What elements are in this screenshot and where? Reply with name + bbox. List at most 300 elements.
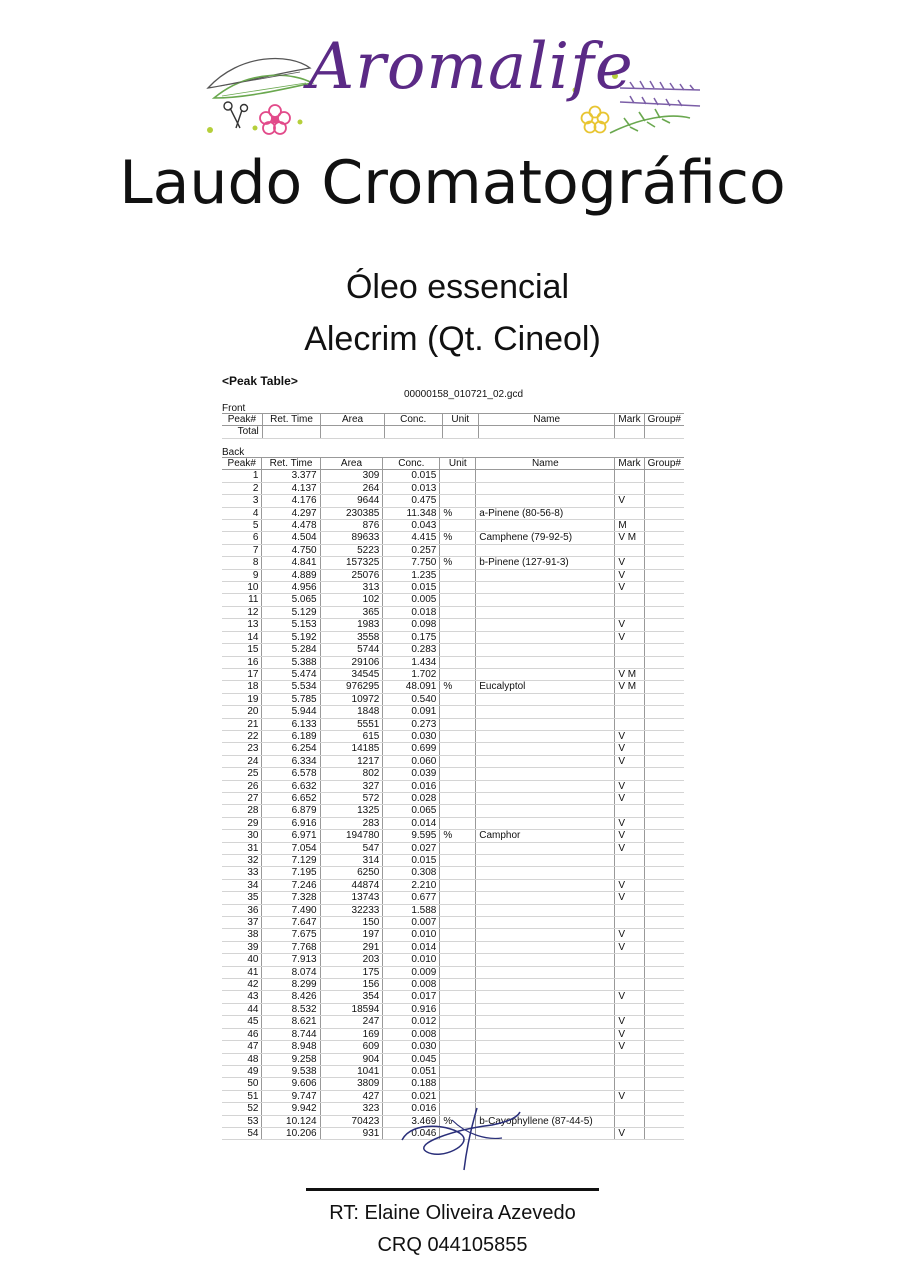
cell-name	[476, 582, 615, 594]
cell-group	[644, 879, 684, 891]
cell-area: 247	[320, 1016, 383, 1028]
cell-name	[476, 842, 615, 854]
cell-unit	[440, 892, 476, 904]
cell-group	[644, 842, 684, 854]
cell-mark	[615, 904, 644, 916]
cell-rt: 5.534	[262, 681, 320, 693]
cell-area: 230385	[320, 507, 383, 519]
front-total-row	[222, 426, 684, 438]
cell-mark: V	[615, 631, 644, 643]
cell-mark	[615, 1115, 644, 1127]
cell-peak: 40	[222, 954, 262, 966]
cell-area: 175	[320, 966, 383, 978]
cell-peak: 45	[222, 1016, 262, 1028]
cell-conc: 0.015	[383, 855, 440, 867]
cell-area: 29106	[320, 656, 383, 668]
cell-rt: 8.299	[262, 979, 320, 991]
signature-icon	[392, 1100, 532, 1178]
table-row	[222, 817, 684, 829]
cell-mark	[615, 594, 644, 606]
cell-group	[644, 792, 684, 804]
cell-area: 609	[320, 1041, 383, 1053]
cell-peak: 50	[222, 1078, 262, 1090]
cell-conc: 4.415	[383, 532, 440, 544]
cell-peak: 42	[222, 979, 262, 991]
cell-peak: 54	[222, 1127, 262, 1139]
cell-name	[476, 941, 615, 953]
table-row	[222, 706, 684, 718]
cell-conc: 0.030	[383, 1041, 440, 1053]
cell-peak: 9	[222, 569, 262, 581]
cell-rt: 7.054	[262, 842, 320, 854]
table-row	[222, 966, 684, 978]
cell-mark	[615, 1003, 644, 1015]
cell-unit	[440, 941, 476, 953]
cell-group	[644, 1090, 684, 1102]
cell-peak: 18	[222, 681, 262, 693]
cell-rt: 6.971	[262, 830, 320, 842]
cell-name	[476, 966, 615, 978]
cell-area: 169	[320, 1028, 383, 1040]
cell-group	[644, 941, 684, 953]
cell-rt: 5.944	[262, 706, 320, 718]
cell-name	[476, 1053, 615, 1065]
cell-conc: 0.010	[383, 954, 440, 966]
cell-conc: 0.017	[383, 991, 440, 1003]
cell-mark	[615, 718, 644, 730]
responsible-technician: RT: Elaine Oliveira Azevedo	[329, 1202, 576, 1224]
cell-unit	[440, 1053, 476, 1065]
cell-unit	[440, 954, 476, 966]
cell-unit	[440, 644, 476, 656]
cell-conc: Conc.	[384, 414, 442, 426]
cell-name: Camphor	[476, 830, 615, 842]
cell-rt: Ret. Time	[262, 414, 321, 426]
cell-unit	[440, 606, 476, 618]
cell-mark: V M	[615, 668, 644, 680]
cell-name	[476, 755, 615, 767]
cell-mark	[615, 805, 644, 817]
cell-area: 9644	[320, 495, 383, 507]
cell-group	[644, 1016, 684, 1028]
cell-conc: 0.016	[383, 780, 440, 792]
cell-area: 1217	[320, 755, 383, 767]
cell-peak: 38	[222, 929, 262, 941]
cell-mark: V	[615, 557, 644, 569]
cell-peak: 6	[222, 532, 262, 544]
cell-rt: 4.504	[262, 532, 320, 544]
cell-conc: 0.677	[383, 892, 440, 904]
cell-conc: 0.005	[383, 594, 440, 606]
cell-unit	[440, 879, 476, 891]
cell-conc: 0.007	[383, 917, 440, 929]
table-row	[222, 606, 684, 618]
cell-mark	[615, 1103, 644, 1115]
cell-conc: 1.588	[383, 904, 440, 916]
cell-conc: 1.434	[383, 656, 440, 668]
cell-name: a-Pinene (80-56-8)	[476, 507, 615, 519]
table-row	[222, 954, 684, 966]
table-row	[222, 991, 684, 1003]
cell-conc: 0.540	[383, 693, 440, 705]
page-title: Laudo Cromatográfico	[119, 148, 786, 218]
table-row	[222, 867, 684, 879]
table-row	[222, 668, 684, 680]
table-row	[222, 842, 684, 854]
cell-unit	[440, 755, 476, 767]
cell-name	[476, 631, 615, 643]
cell-area: 150	[320, 917, 383, 929]
cell-group	[644, 1041, 684, 1053]
cell-name	[476, 892, 615, 904]
cell-name	[476, 1016, 615, 1028]
cell-rt: 4.176	[262, 495, 320, 507]
cell-conc: 0.018	[383, 606, 440, 618]
cell-name	[476, 594, 615, 606]
cell-unit: %	[440, 532, 476, 544]
cell-name	[476, 929, 615, 941]
cell-area: 323	[320, 1103, 383, 1115]
cell-area: 547	[320, 842, 383, 854]
cell-group	[644, 644, 684, 656]
cell-mark: V	[615, 929, 644, 941]
cell-group	[644, 532, 684, 544]
cell-conc: 0.016	[383, 1103, 440, 1115]
cell-rt: 9.538	[262, 1065, 320, 1077]
cell-area: 876	[320, 520, 383, 532]
cell-mark: Mark	[615, 458, 644, 470]
cell-name	[476, 706, 615, 718]
cell-unit	[440, 1003, 476, 1015]
cell-group	[644, 544, 684, 556]
cell-peak: Peak#	[222, 458, 262, 470]
cell-area: 32233	[320, 904, 383, 916]
cell-rt: 6.189	[262, 730, 320, 742]
cell-rt: 6.133	[262, 718, 320, 730]
cell-area: 904	[320, 1053, 383, 1065]
cell-rt: 5.284	[262, 644, 320, 656]
cell-peak: 24	[222, 755, 262, 767]
cell-mark	[615, 867, 644, 879]
cell-area	[321, 426, 384, 438]
cell-name	[476, 644, 615, 656]
cell-mark	[615, 917, 644, 929]
cell-peak: 13	[222, 619, 262, 631]
cell-name	[476, 805, 615, 817]
table-row	[222, 768, 684, 780]
table-row	[222, 656, 684, 668]
cell-unit	[440, 470, 476, 482]
cell-conc: 0.008	[383, 1028, 440, 1040]
cell-mark	[615, 1078, 644, 1090]
cell-mark: V	[615, 495, 644, 507]
cell-conc: 0.188	[383, 1078, 440, 1090]
cell-mark	[615, 706, 644, 718]
cell-mark	[615, 482, 644, 494]
cell-mark	[615, 693, 644, 705]
cell-conc: 0.039	[383, 768, 440, 780]
cell-peak: 53	[222, 1115, 262, 1127]
cell-rt: 8.621	[262, 1016, 320, 1028]
cell-area: 1325	[320, 805, 383, 817]
cell-peak: 48	[222, 1053, 262, 1065]
cell-group	[644, 892, 684, 904]
cell-area: 44874	[320, 879, 383, 891]
cell-mark	[615, 954, 644, 966]
cell-rt: 8.948	[262, 1041, 320, 1053]
cell-area: 5551	[320, 718, 383, 730]
cell-mark	[615, 1065, 644, 1077]
cell-name	[476, 495, 615, 507]
cell-peak: 51	[222, 1090, 262, 1102]
cell-unit: %	[440, 681, 476, 693]
cell-mark: V	[615, 569, 644, 581]
cell-name	[476, 619, 615, 631]
cell-group	[644, 966, 684, 978]
cell-area: Area	[320, 458, 383, 470]
cell-conc: 0.027	[383, 842, 440, 854]
cell-mark	[615, 979, 644, 991]
cell-rt: 7.913	[262, 954, 320, 966]
table-row	[222, 855, 684, 867]
cell-area: 70423	[320, 1115, 383, 1127]
cell-mark	[615, 507, 644, 519]
cell-group	[644, 507, 684, 519]
cell-area: 615	[320, 730, 383, 742]
cell-conc: 0.030	[383, 730, 440, 742]
cell-rt: 6.578	[262, 768, 320, 780]
cell-name	[476, 817, 615, 829]
cell-group	[644, 1127, 684, 1139]
cell-group	[644, 929, 684, 941]
cell-peak: 28	[222, 805, 262, 817]
peak-table-document	[218, 374, 684, 1139]
cell-unit	[440, 619, 476, 631]
cell-peak: 49	[222, 1065, 262, 1077]
cell-conc: 48.091	[383, 681, 440, 693]
cell-mark	[615, 606, 644, 618]
cell-area: 1041	[320, 1065, 383, 1077]
cell-rt: 7.768	[262, 941, 320, 953]
cell-conc: 0.060	[383, 755, 440, 767]
cell-rt: 9.606	[262, 1078, 320, 1090]
table-row	[222, 470, 684, 482]
cell-name	[476, 768, 615, 780]
cell-mark: V	[615, 582, 644, 594]
cell-group	[644, 631, 684, 643]
cell-group	[644, 1115, 684, 1127]
cell-area: 156	[320, 979, 383, 991]
cell-group	[644, 867, 684, 879]
cell-area: 14185	[320, 743, 383, 755]
cell-peak: 8	[222, 557, 262, 569]
cell-area: 3809	[320, 1078, 383, 1090]
cell-peak: 1	[222, 470, 262, 482]
cell-peak: 25	[222, 768, 262, 780]
cell-rt: 5.474	[262, 668, 320, 680]
table-row	[222, 718, 684, 730]
table-row	[222, 780, 684, 792]
cell-group	[644, 817, 684, 829]
cell-rt: 3.377	[262, 470, 320, 482]
cell-unit: %	[440, 830, 476, 842]
cell-group	[644, 619, 684, 631]
cell-unit	[440, 917, 476, 929]
cell-area: 102	[320, 594, 383, 606]
cell-name	[476, 1003, 615, 1015]
cell-conc: 0.098	[383, 619, 440, 631]
cell-area: 5223	[320, 544, 383, 556]
cell-mark	[615, 544, 644, 556]
cell-unit: Unit	[442, 414, 478, 426]
cell-rt: 7.328	[262, 892, 320, 904]
cell-group	[644, 917, 684, 929]
table-row	[222, 619, 684, 631]
cell-unit	[440, 1065, 476, 1077]
cell-area: Area	[321, 414, 384, 426]
cell-rt	[262, 426, 321, 438]
cell-name: b-Pinene (127-91-3)	[476, 557, 615, 569]
cell-peak: 31	[222, 842, 262, 854]
cell-unit	[440, 520, 476, 532]
cell-peak: Peak#	[222, 414, 262, 426]
cell-conc: 0.015	[383, 470, 440, 482]
cell-conc: 0.475	[383, 495, 440, 507]
cell-peak: 32	[222, 855, 262, 867]
crq-number: CRQ 044105855	[377, 1234, 528, 1256]
cell-group	[644, 743, 684, 755]
cell-conc: 0.308	[383, 867, 440, 879]
cell-conc: 0.043	[383, 520, 440, 532]
table-row	[222, 532, 684, 544]
back-section-label: Back	[222, 447, 245, 458]
cell-peak: 34	[222, 879, 262, 891]
cell-unit	[442, 426, 478, 438]
cell-unit	[440, 743, 476, 755]
table-row	[222, 879, 684, 891]
cell-area: 194780	[320, 830, 383, 842]
cell-group	[644, 606, 684, 618]
cell-group	[644, 681, 684, 693]
cell-mark: V	[615, 792, 644, 804]
table-row	[222, 743, 684, 755]
cell-unit	[440, 718, 476, 730]
cell-rt: 4.750	[262, 544, 320, 556]
cell-conc: 0.091	[383, 706, 440, 718]
cell-rt: 4.478	[262, 520, 320, 532]
cell-unit	[440, 1016, 476, 1028]
cell-unit	[440, 904, 476, 916]
cell-area: 34545	[320, 668, 383, 680]
cell-unit	[440, 594, 476, 606]
cell-area: 5744	[320, 644, 383, 656]
cell-unit: %	[440, 507, 476, 519]
cell-mark: V M	[615, 532, 644, 544]
cell-area: 6250	[320, 867, 383, 879]
cell-mark: M	[615, 520, 644, 532]
cell-rt: Ret. Time	[262, 458, 320, 470]
table-row	[222, 557, 684, 569]
cell-name	[476, 693, 615, 705]
cell-conc	[384, 426, 442, 438]
cell-peak: 47	[222, 1041, 262, 1053]
cell-rt: 6.632	[262, 780, 320, 792]
cell-name	[476, 544, 615, 556]
cell-conc: 0.028	[383, 792, 440, 804]
cell-name: Name	[476, 458, 615, 470]
cell-mark	[615, 656, 644, 668]
cell-area: 283	[320, 817, 383, 829]
cell-group	[644, 520, 684, 532]
cell-peak: 17	[222, 668, 262, 680]
cell-peak: Total	[222, 426, 262, 438]
cell-area: 264	[320, 482, 383, 494]
cell-group	[644, 470, 684, 482]
cell-group	[644, 1003, 684, 1015]
cell-name	[476, 855, 615, 867]
cell-name	[476, 606, 615, 618]
cell-name	[479, 426, 615, 438]
back-header-row	[222, 458, 684, 470]
cell-mark: V	[615, 879, 644, 891]
cell-group	[644, 991, 684, 1003]
table-row	[222, 904, 684, 916]
cell-mark: V	[615, 1041, 644, 1053]
table-row	[222, 482, 684, 494]
table-row	[222, 929, 684, 941]
cell-area: 10972	[320, 693, 383, 705]
cell-conc: 0.065	[383, 805, 440, 817]
cell-mark: V	[615, 941, 644, 953]
cell-rt: 10.124	[262, 1115, 320, 1127]
cell-area: 354	[320, 991, 383, 1003]
cell-rt: 7.647	[262, 917, 320, 929]
cell-peak: 14	[222, 631, 262, 643]
cell-mark: V	[615, 817, 644, 829]
table-row	[222, 917, 684, 929]
cell-rt: 4.956	[262, 582, 320, 594]
cell-mark	[615, 470, 644, 482]
cell-unit	[440, 582, 476, 594]
cell-area: 309	[320, 470, 383, 482]
cell-group	[644, 482, 684, 494]
cell-rt: 5.192	[262, 631, 320, 643]
cell-name	[476, 656, 615, 668]
cell-name	[476, 520, 615, 532]
cell-conc: 0.257	[383, 544, 440, 556]
cell-mark: V	[615, 892, 644, 904]
cell-mark: V M	[615, 681, 644, 693]
cell-rt: 6.334	[262, 755, 320, 767]
cell-peak: 30	[222, 830, 262, 842]
cell-group	[644, 495, 684, 507]
cell-area: 18594	[320, 1003, 383, 1015]
cell-conc: 9.595	[383, 830, 440, 842]
cell-area: 327	[320, 780, 383, 792]
cell-conc: 2.210	[383, 879, 440, 891]
cell-mark	[615, 1053, 644, 1065]
cell-peak: 11	[222, 594, 262, 606]
cell-unit	[440, 656, 476, 668]
cell-rt: 7.246	[262, 879, 320, 891]
cell-name	[476, 482, 615, 494]
cell-name	[476, 780, 615, 792]
table-row	[222, 681, 684, 693]
cell-area: 1848	[320, 706, 383, 718]
cell-rt: 4.297	[262, 507, 320, 519]
cell-peak: 15	[222, 644, 262, 656]
cell-unit	[440, 966, 476, 978]
